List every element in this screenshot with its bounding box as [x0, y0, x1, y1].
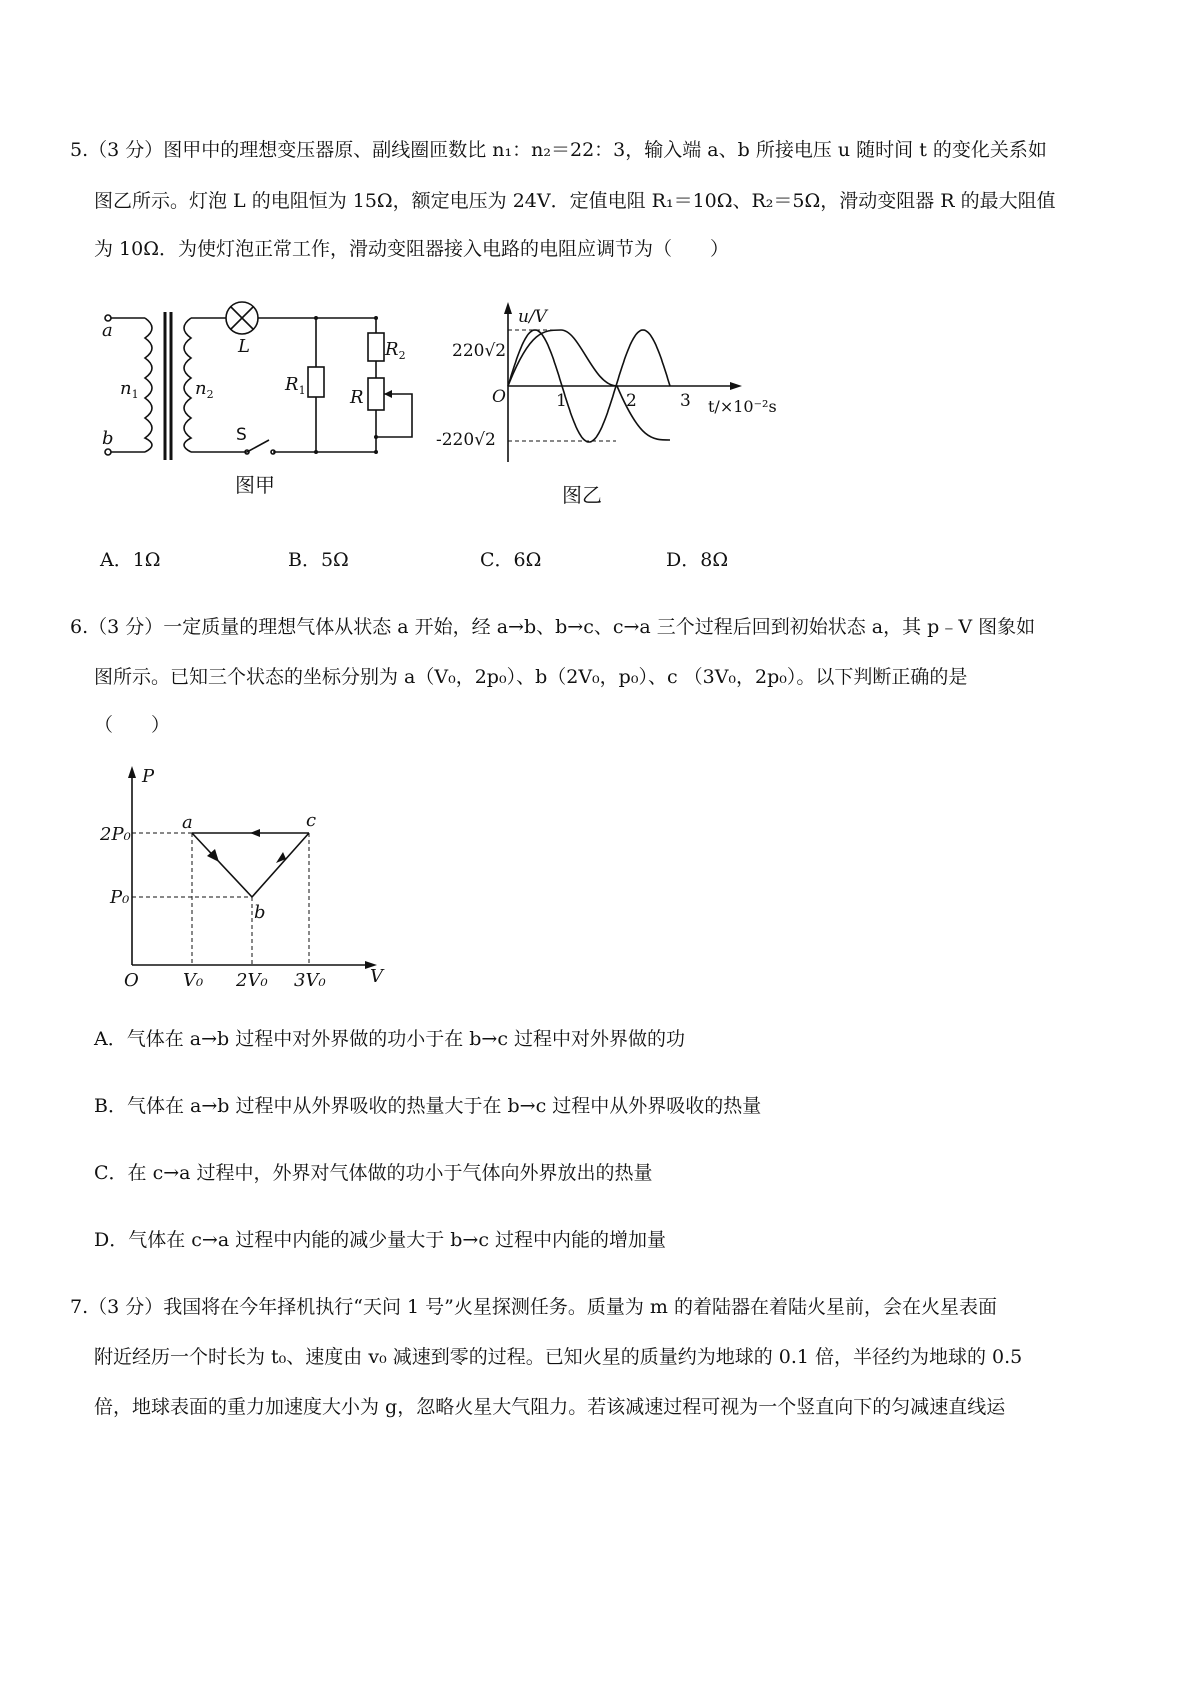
- r1-label: $R_1$: [285, 374, 306, 397]
- q5-option-a[interactable]: A．1Ω: [100, 549, 161, 571]
- q5-line-3: 为 10Ω．为使灯泡正常工作，滑动变阻器接入电路的电阻应调节为（ ）: [94, 238, 729, 260]
- sine-curve: [508, 330, 670, 440]
- y-tick-p0: P₀: [110, 887, 130, 908]
- x-tick-1: 1: [556, 391, 567, 411]
- q6-option-a[interactable]: A．气体在 a→b 过程中对外界做的功小于在 b→c 过程中对外界做的功: [94, 1028, 686, 1050]
- q5-line-1: 5.（3 分）图甲中的理想变压器原、副线圈匝数比 n₁：n₂＝22：3，输入端 a、b 所接电压 u 随时间 t 的变化关系如: [70, 139, 1047, 161]
- q6-line-3: （ ）: [94, 714, 171, 736]
- v-axis-label: V: [370, 966, 383, 987]
- x-tick-2: 2: [626, 391, 637, 411]
- switch-label: S: [236, 425, 247, 445]
- rheostat-label: R: [350, 387, 364, 408]
- q5-option-b[interactable]: B．5Ω: [288, 549, 349, 571]
- terminal-b-label: b: [102, 428, 114, 449]
- y-axis-label: u/V: [518, 307, 547, 327]
- y-tick-2p0: 2P₀: [100, 824, 131, 845]
- q5-line-2: 图乙所示。灯泡 L 的电阻恒为 15Ω，额定电压为 24V．定值电阻 R₁＝10Ω、R₂＝5Ω，滑动变阻器 R 的最大阻值: [94, 190, 1056, 212]
- q6-option-b[interactable]: B．气体在 a→b 过程中从外界吸收的热量大于在 b→c 过程中从外界吸收的热量: [94, 1095, 762, 1117]
- p-axis-label: P: [142, 766, 155, 787]
- origin-label: O: [492, 387, 506, 407]
- terminal-a-label: a: [102, 320, 113, 341]
- state-a-label: a: [182, 812, 193, 833]
- y-max-label: 220√2: [452, 341, 507, 361]
- state-b-label: b: [254, 902, 266, 923]
- y-min-label: -220√2: [436, 430, 496, 450]
- lamp-label: L: [238, 336, 250, 357]
- fig-jia-caption: 图甲: [235, 473, 275, 497]
- fig-yi-caption: 图乙: [562, 483, 602, 507]
- pv-origin-label: O: [124, 970, 139, 990]
- r2-label: $R_2$: [385, 339, 406, 362]
- pv-diagram: [90, 760, 410, 990]
- x-tick-2v0: 2V₀: [236, 970, 268, 990]
- q6-option-c[interactable]: C．在 c→a 过程中，外界对气体做的功小于气体向外界放出的热量: [94, 1162, 653, 1184]
- q7-line-1: 7.（3 分）我国将在今年择机执行“天问 1 号”火星探测任务。质量为 m 的着陆器在着陆火星前，会在火星表面: [70, 1296, 997, 1318]
- q7-line-2: 附近经历一个时长为 t₀、速度由 v₀ 减速到零的过程。已知火星的质量约为地球的 0.1 倍，半径约为地球的 0.5: [94, 1346, 1023, 1368]
- q6-option-d[interactable]: D．气体在 c→a 过程中内能的减少量大于 b→c 过程中内能的增加量: [94, 1229, 667, 1251]
- state-c-label: c: [306, 810, 317, 831]
- q6-line-2: 图所示。已知三个状态的坐标分别为 a（V₀，2p₀）、b（2V₀，p₀）、c （3V₀，2p₀）。以下判断正确的是: [94, 666, 968, 688]
- q5-options: [100, 545, 800, 575]
- circuit-diagram: [95, 290, 435, 510]
- x-tick-v0: V₀: [183, 970, 204, 990]
- voltage-graph: [430, 290, 790, 520]
- q5-option-d[interactable]: D．8Ω: [666, 549, 729, 571]
- x-tick-3v0: 3V₀: [294, 970, 326, 990]
- n2-label: $n_2$: [195, 378, 214, 401]
- x-axis-label: t/×10⁻²s: [708, 397, 777, 416]
- q7-line-3: 倍，地球表面的重力加速度大小为 g，忽略火星大气阻力。若该减速过程可视为一个竖直向下的匀减速直线运: [94, 1396, 1006, 1418]
- n1-label: $n_1$: [120, 378, 139, 401]
- x-tick-3: 3: [680, 391, 691, 411]
- q5-option-c[interactable]: C．6Ω: [480, 549, 542, 571]
- q6-line-1: 6.（3 分）一定质量的理想气体从状态 a 开始，经 a→b、b→c、c→a 三个过程后回到初始状态 a，其 p﹣V 图象如: [70, 616, 1036, 638]
